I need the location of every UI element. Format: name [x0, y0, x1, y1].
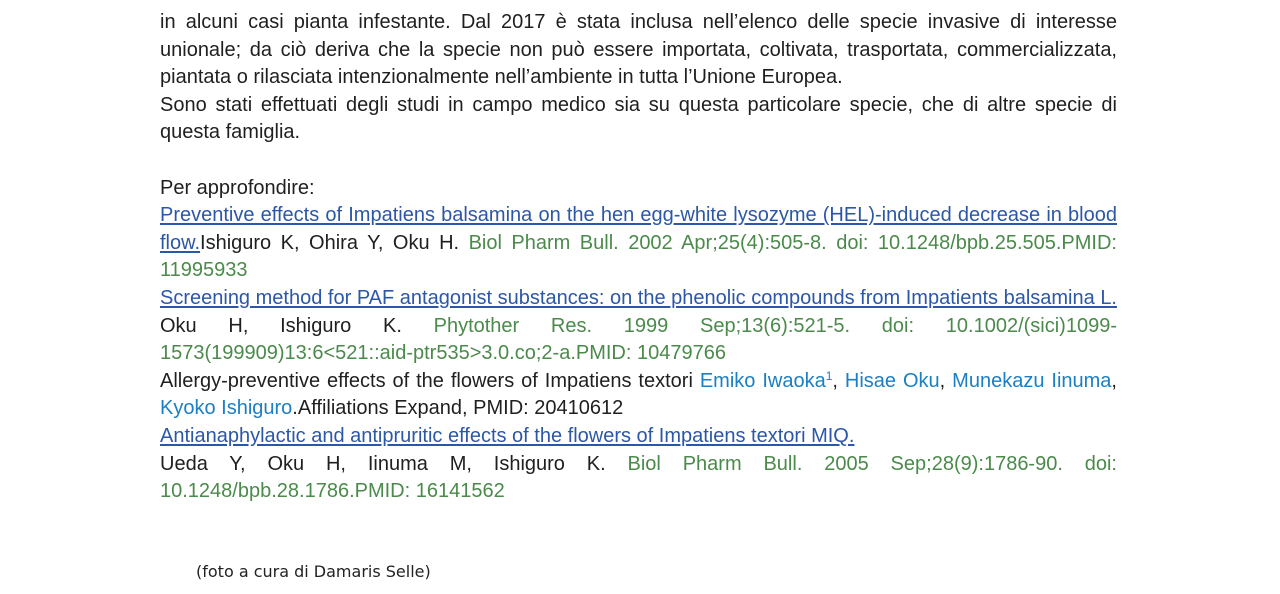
- paragraph-invasive-species: in alcuni casi pianta infestante. Dal 2017 è stata inclusa nell’elenco delle specie invasive di interesse unionale; da ciò deriva che la specie non può essere importata, coltivata, trasportata, commercializzata, piantata o rilasciata intenzionalmente nell’ambiente in tutta l’Unione Europea.: [160, 11, 1117, 89]
- reference-1: [160, 202, 1117, 285]
- reference-2-authors: Oku H, Ishiguro K.: [160, 314, 434, 337]
- author-affiliation-superscript[interactable]: 1: [825, 368, 833, 383]
- author-separator: ,: [939, 369, 953, 392]
- reference-4-title-link[interactable]: Antianaphylactic and antipruritic effects of the flowers of Impatiens textori MIQ.: [160, 424, 855, 447]
- author-link-hisae-oku[interactable]: Hisae Oku: [844, 369, 940, 392]
- reference-4-citation: Biol Pharm Bull. 2005 Sep;28(9):1786-90. doi: 10.1248/bpb.28.1786.PMID: 16141562: [160, 452, 1117, 503]
- reference-3: [160, 368, 1117, 423]
- reference-1-citation: Biol Pharm Bull. 2002 Apr;25(4):505-8. doi: 10.1248/bpb.25.505.PMID: 11995933: [160, 231, 1117, 282]
- paragraph-spacer: [160, 147, 1117, 175]
- author-list-end: .: [292, 397, 298, 420]
- reference-2: [160, 285, 1117, 368]
- further-reading-label: Per approfondire:: [160, 176, 315, 199]
- article-body: [160, 9, 1117, 506]
- reference-1-title-link[interactable]: Preventive effects of Impatiens balsamina on the hen egg-white lysozyme (HEL)-induced decrease in blood flow.: [160, 204, 1117, 254]
- reference-4-authors: Ueda Y, Oku H, Iinuma M, Ishiguro K.: [160, 452, 628, 475]
- reference-3-title: Allergy-preventive effects of the flowers of Impatiens textori: [160, 369, 700, 392]
- author-separator: ,: [1111, 369, 1117, 392]
- reference-3-affiliations: Affiliations Expand, PMID: 20410612: [297, 397, 624, 420]
- author-link-munekazu-iinuma[interactable]: Munekazu Iinuma: [952, 369, 1112, 392]
- author-link-emiko-iwaoka[interactable]: Emiko Iwaoka: [699, 369, 826, 392]
- reference-2-citation: Phytother Res. 1999 Sep;13(6):521-5. doi: 10.1002/(sici)1099-1573(199909)13:6<521::aid-ptr535>3.0.co;2-a.PMID: 10479766: [160, 314, 1117, 365]
- reference-4: [160, 423, 1117, 451]
- author-separator: ,: [832, 369, 845, 392]
- reference-1-authors: Ishiguro K, Ohira Y, Oku H.: [200, 231, 469, 254]
- reference-2-title-link[interactable]: Screening method for PAF antagonist substances: on the phenolic compounds from Impatients balsamina L.: [160, 286, 1117, 309]
- photo-caption: (foto a cura di Damaris Selle): [196, 562, 431, 581]
- paragraph-medical-studies: Sono stati effettuati degli studi in campo medico sia su questa particolare specie, che di altre specie di questa famiglia.: [160, 93, 1117, 144]
- author-link-kyoko-ishiguro[interactable]: Kyoko Ishiguro: [160, 397, 293, 420]
- reference-4-details: [160, 451, 1117, 506]
